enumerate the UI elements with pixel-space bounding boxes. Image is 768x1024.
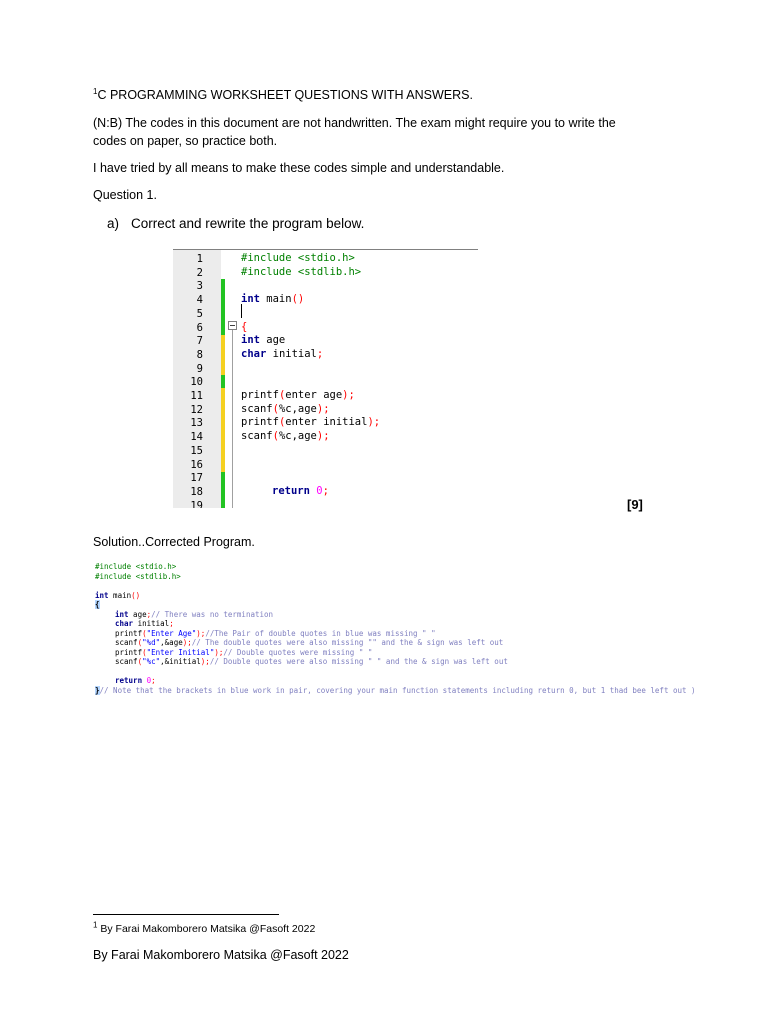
line-number: 3 [196,280,203,293]
code-line [241,252,355,266]
argument: %c,age [278,430,317,443]
comment: //The Pair of double quotes in blue was missing " " [205,628,436,638]
note-line-1: (N:B) The codes in this document are not handwritten. The exam might require you to write the [93,116,616,130]
identifier: main [108,590,132,600]
code-line [115,619,174,629]
function-call: scanf [241,430,273,443]
intro-paragraph: I have tried by all means to make these codes simple and understandable. [93,161,505,175]
line-number: 6 [196,321,203,334]
heading-text: C PROGRAMMING WORKSHEET QUESTIONS WITH ANSWERS. [97,88,473,102]
argument: enter initial [285,416,368,429]
operator: ); [214,647,224,657]
argument: ,&initial [160,657,201,666]
solution-title: Solution..Corrected Program. [93,535,255,549]
code-line [241,334,285,348]
argument: enter age [285,389,343,401]
function-call: printf [241,416,279,429]
operator: ; [316,347,324,360]
code-line [95,562,176,572]
identifier: initial [133,619,170,628]
operator: ( [142,647,147,657]
unsaved-change-marker [221,388,225,472]
line-number: 11 [190,390,203,402]
preprocessor-include: #include <stdlib.h> [95,571,181,581]
function-call: printf [115,647,143,657]
code-line [115,657,508,667]
identifier: main [259,293,292,306]
code-line [115,638,503,648]
identifier: initial [266,347,317,360]
question-title: Question 1. [93,188,157,202]
operator: ( [278,389,286,401]
keyword: int [241,334,260,347]
line-number: 5 [196,307,203,320]
identifier: age [259,334,286,347]
operator: () [291,293,305,306]
line-number: 16 [190,458,203,471]
code-line [95,686,696,696]
code-line [241,403,330,417]
line-number: 7 [196,335,203,348]
highlighted-brace: { [95,600,100,609]
operator: ( [272,430,279,443]
comment: // Note that the brackets in blue work in pair, covering your main function statements including return 0, but 1 thad bee left out ) [99,685,696,695]
keyword: return [272,484,310,497]
string-literal: "%c" [142,657,161,666]
footnote-text: By Farai Makomborero Matsika @Fasoft 2022 [100,923,316,935]
code-editor-screenshot [173,249,478,508]
operator: ); [196,628,206,638]
operator: ( [278,416,286,429]
line-number-gutter [173,250,221,508]
sub-question [107,216,364,231]
preprocessor-include: #include <stdio.h> [95,562,177,571]
line-number: 19 [190,499,203,508]
string-literal: "%d" [142,638,161,647]
string-literal: "Enter Initial" [146,647,215,657]
code-line [95,600,100,610]
argument: ,&age [160,638,183,647]
keyword: int [95,590,109,600]
code-line [241,430,330,444]
operator: ( [272,402,279,415]
operator: ); [182,638,192,647]
operator: ; [151,676,156,685]
sub-question-label: a) [107,216,120,231]
line-number: 12 [190,403,203,416]
keyword: int [115,609,129,619]
code-line [241,293,304,307]
code-line [95,591,140,601]
line-number: 17 [190,472,203,485]
function-call: printf [115,628,143,638]
code-line [241,389,355,403]
document-heading [93,88,473,103]
operator: ); [342,389,355,401]
code-line [241,416,380,430]
operator: ( [137,657,143,666]
line-number: 9 [196,362,203,375]
code-line [95,572,181,582]
operator: ; [169,619,174,628]
fold-collapse-icon[interactable] [228,321,237,330]
code-line [115,676,156,686]
keyword: char [241,347,267,360]
operator: ; [322,484,329,497]
fold-guide-line [232,330,233,508]
line-number: 2 [196,266,203,279]
line-number: 1 [196,253,203,265]
operator: ); [200,657,210,666]
code-line [272,485,329,499]
page-footer: By Farai Makomborero Matsika @Fasoft 2022 [93,948,349,962]
line-number: 13 [190,417,203,430]
operator: ( [142,628,147,638]
code-line [241,266,361,280]
saved-change-marker [221,375,225,388]
operator: ); [367,416,381,429]
identifier: age [128,609,147,619]
function-call: scanf [115,638,138,647]
operator: ); [316,402,330,415]
comment: // The double quotes were also missing "" and the & sign was left out [191,638,504,647]
note-line-2: codes on paper, so practice both. [93,134,278,148]
operator: () [131,590,141,600]
line-number: 8 [196,348,203,361]
function-call: scanf [241,402,273,415]
line-number: 10 [190,376,203,389]
code-line [241,321,247,335]
function-call: scanf [115,657,138,666]
keyword: return [115,676,143,685]
number-literal: 0 [309,484,323,497]
code-line [115,610,273,620]
argument: %c,age [278,402,317,415]
string-literal: "Enter Age" [146,628,197,638]
line-number: 18 [190,485,203,498]
line-number: 4 [196,294,203,307]
operator: ; [146,609,152,619]
comment: // There was no termination [151,609,274,619]
footnote [93,922,315,937]
preprocessor-include: #include <stdlib.h> [241,265,362,278]
unsaved-change-marker [221,335,225,375]
keyword: char [115,619,134,628]
line-number: 14 [190,431,203,444]
line-number: 15 [190,444,203,457]
comment: // Double quotes were also missing " " and the & sign was left out [209,657,508,666]
saved-change-marker [221,472,225,508]
operator: ); [316,430,330,443]
highlighted-brace: } [95,685,100,695]
brace: { [241,320,248,333]
function-call: printf [241,389,279,401]
keyword: int [241,293,260,306]
operator: ( [137,638,143,647]
marks-label: [9] [627,497,643,512]
heading-footnote-marker: 1 [93,86,98,96]
code-line [115,648,372,658]
comment: // Double quotes were missing " " [223,647,373,657]
code-line [241,348,323,362]
footnote-separator [93,914,279,915]
preprocessor-include: #include <stdio.h> [241,252,355,264]
number-literal: 0 [142,676,152,685]
sub-question-text: Correct and rewrite the program below. [131,216,365,231]
code-line [115,629,436,639]
change-markers [221,250,225,508]
footnote-marker: 1 [93,920,98,930]
